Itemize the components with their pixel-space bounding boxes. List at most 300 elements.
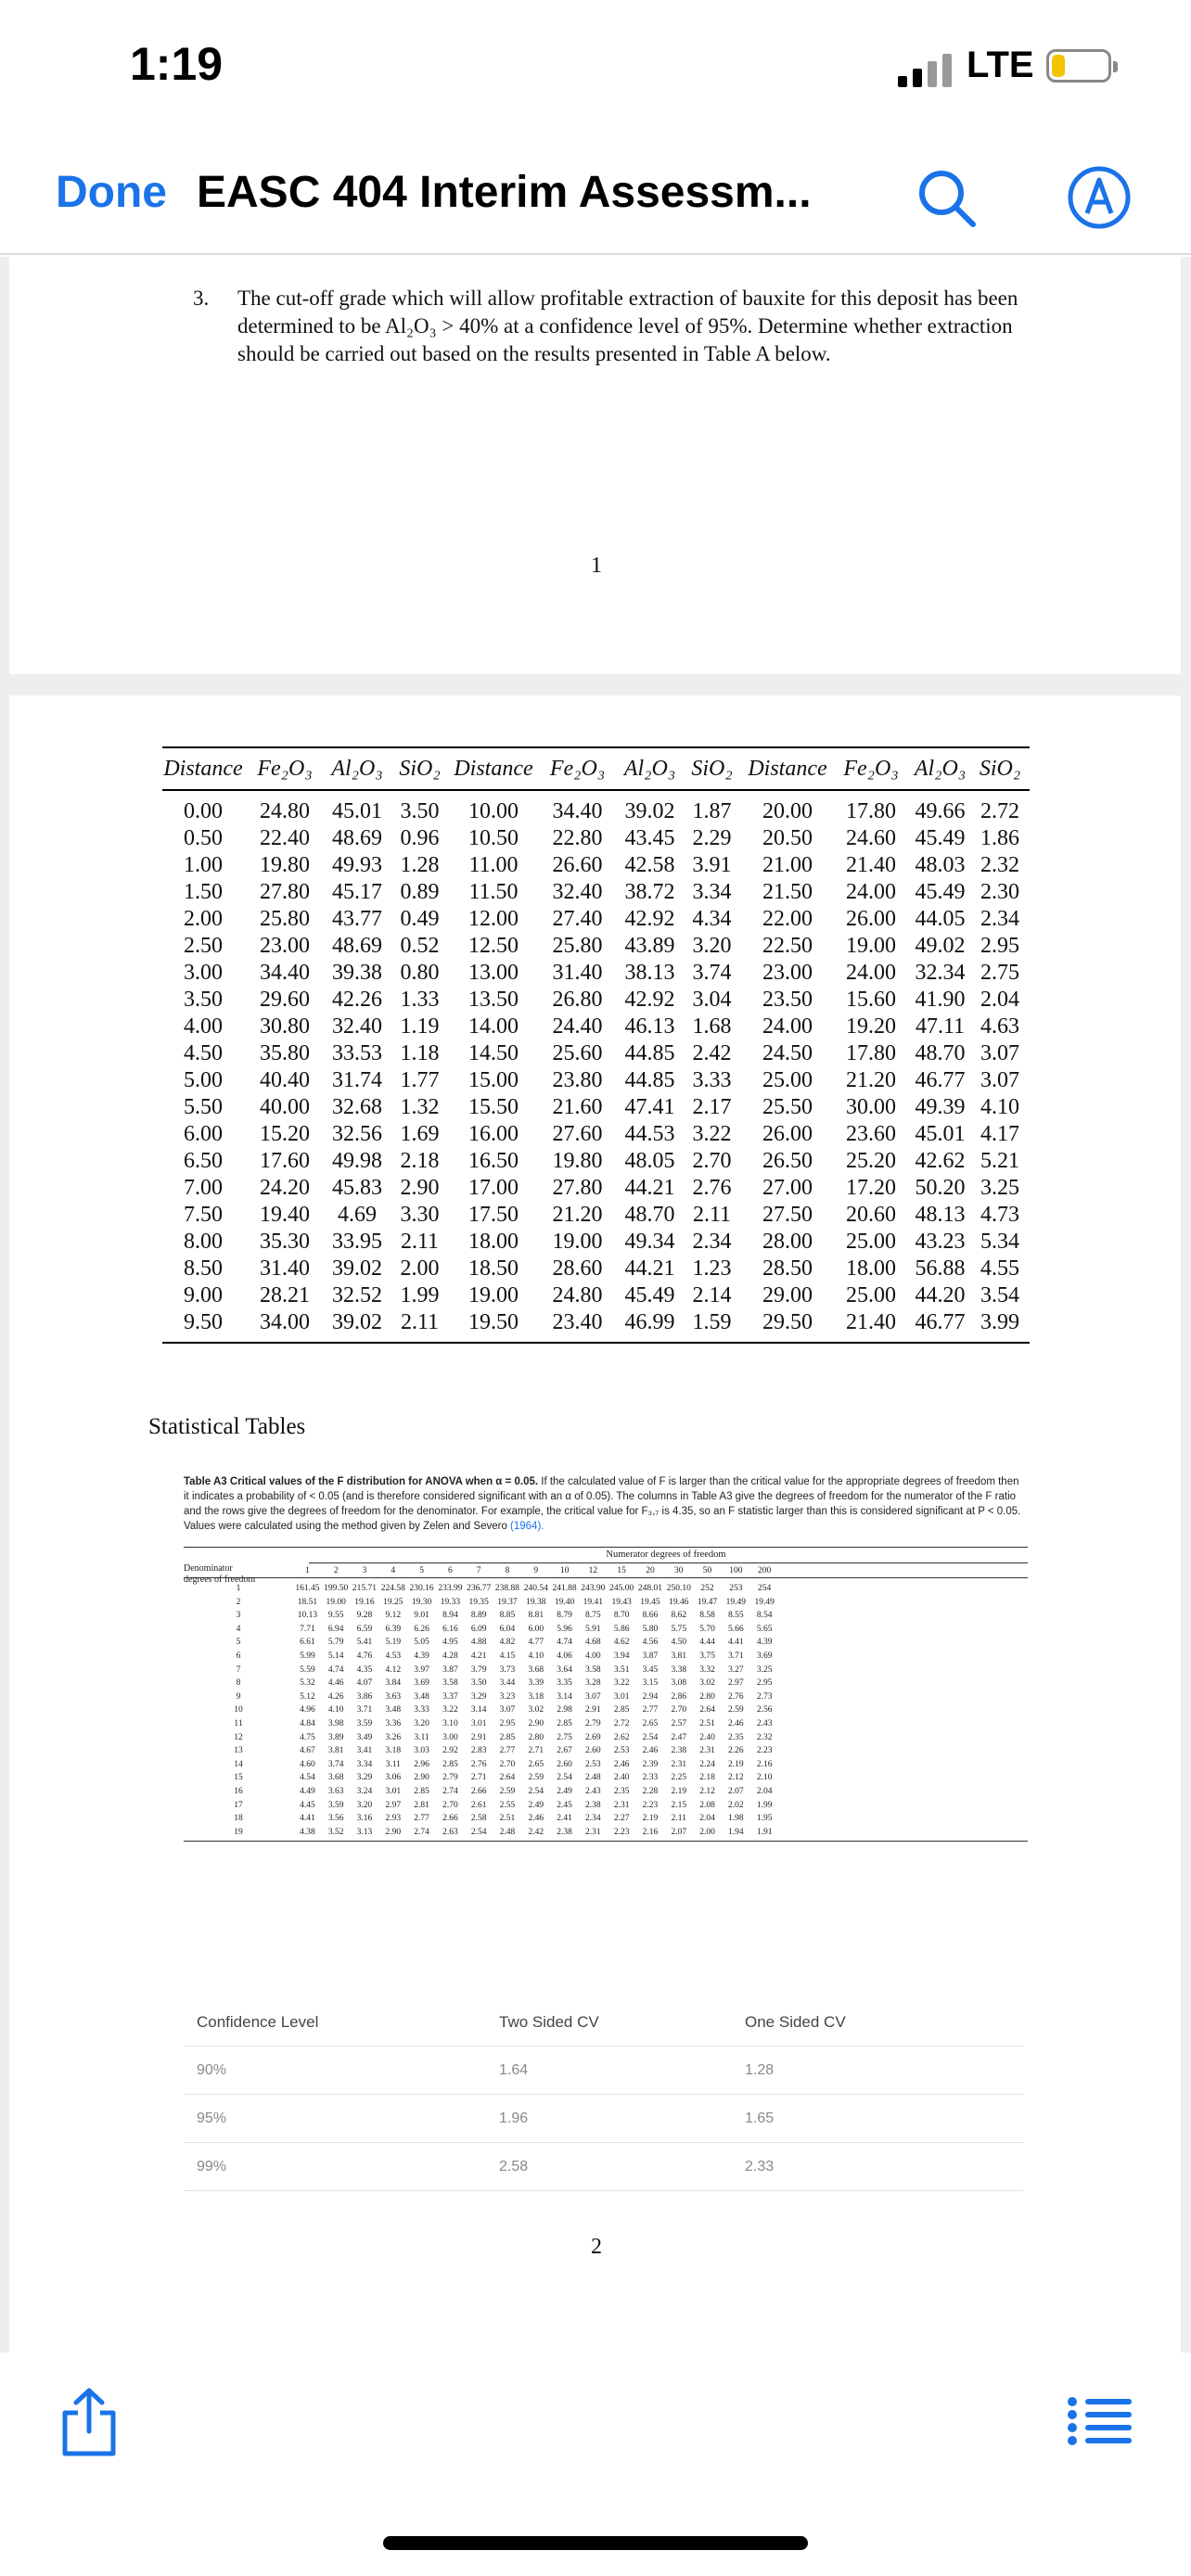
f-cell: 4.56 — [642, 1638, 659, 1648]
f-cell: 2.76 — [470, 1759, 487, 1769]
f-cell: 8.94 — [442, 1611, 458, 1621]
table-cell: 24.20 — [260, 1176, 310, 1200]
f-cell: 3.11 — [385, 1759, 401, 1769]
f-cell: 4.35 — [356, 1664, 373, 1675]
table-cell: 26.50 — [762, 1149, 813, 1173]
f-cell: 3.08 — [671, 1678, 687, 1689]
table-cell: 40.00 — [260, 1095, 310, 1119]
table-cell: 44.21 — [624, 1256, 675, 1281]
table-cell: 45.01 — [332, 799, 382, 823]
f-cell: 2.54 — [642, 1732, 659, 1742]
f-cell: 4.60 — [300, 1759, 315, 1769]
table-row — [162, 1175, 1030, 1202]
table-cell: 33.95 — [332, 1230, 382, 1254]
table-cell: 48.70 — [915, 1041, 966, 1065]
f-cell: 4.53 — [385, 1651, 402, 1661]
table-cell: 42.92 — [624, 988, 675, 1012]
f-cell: 2.16 — [642, 1827, 659, 1837]
f-cell: 6.59 — [356, 1624, 373, 1634]
f-cell: 3.64 — [557, 1664, 572, 1675]
f-cell: 2.85 — [442, 1759, 458, 1769]
f-column-header: 20 — [646, 1566, 655, 1575]
f-cell: 6.94 — [327, 1624, 344, 1634]
f-cell: 2.91 — [585, 1705, 601, 1715]
table-cell: 49.34 — [624, 1230, 675, 1254]
f-row-label: 17 — [234, 1800, 243, 1810]
table-cell: 19.00 — [468, 1283, 519, 1307]
f-cell: 3.84 — [385, 1678, 402, 1689]
f-cell: 2.72 — [613, 1718, 630, 1728]
table-cell: 24.80 — [552, 1283, 603, 1307]
citation-link[interactable]: (1964). — [510, 1521, 544, 1532]
f-cell: 3.71 — [728, 1651, 744, 1661]
table-cell: 11.00 — [468, 853, 519, 877]
f-cell: 5.75 — [671, 1624, 687, 1634]
f-cell: 3.73 — [499, 1664, 516, 1675]
f-table-row — [184, 1582, 1028, 1596]
f-cell: 4.38 — [300, 1827, 315, 1837]
f-cell: 2.94 — [642, 1691, 659, 1702]
table-cell: 15.20 — [260, 1122, 310, 1146]
table-cell: 1.68 — [692, 1014, 732, 1039]
table-cell: 42.26 — [332, 988, 382, 1012]
f-cell: 10.13 — [297, 1611, 318, 1621]
search-icon[interactable] — [914, 165, 979, 230]
f-cell: 4.45 — [300, 1800, 315, 1810]
table-a-header-cell: Al₂O₃ — [914, 756, 967, 781]
f-cell: 2.90 — [414, 1773, 429, 1783]
f-cell: 3.22 — [442, 1705, 458, 1715]
f-cell: 2.35 — [728, 1732, 744, 1742]
table-cell: 28.21 — [260, 1283, 310, 1307]
f-table-row — [184, 1826, 1028, 1840]
f-cell: 2.96 — [414, 1759, 429, 1769]
f-cell: 3.18 — [385, 1746, 402, 1756]
table-cell: 2.18 — [400, 1149, 440, 1173]
table-cell: 29.60 — [260, 988, 310, 1012]
list-icon[interactable] — [1067, 2396, 1132, 2448]
f-cell: 2.46 — [528, 1814, 544, 1824]
table-cell: 8.50 — [184, 1256, 223, 1281]
f-cell: 19.45 — [640, 1597, 660, 1607]
f-column-header: 10 — [559, 1566, 570, 1575]
f-table-row — [184, 1744, 1028, 1758]
f-cell: 8.85 — [499, 1611, 516, 1621]
f-cell: 6.61 — [300, 1638, 315, 1648]
table-cell: 0.96 — [400, 826, 440, 850]
f-cell: 236.77 — [467, 1584, 492, 1593]
f-cell: 4.46 — [327, 1678, 344, 1689]
table-cell: 4.10 — [980, 1095, 1019, 1119]
f-table-header — [184, 1563, 1028, 1585]
f-table-row — [184, 1717, 1028, 1731]
table-cell: 44.21 — [624, 1176, 675, 1200]
f-cell: 3.07 — [499, 1705, 516, 1715]
table-cell: 27.00 — [762, 1176, 813, 1200]
f-table-row — [184, 1771, 1028, 1785]
f-cell: 2.79 — [442, 1773, 458, 1783]
table-cell: 3.30 — [400, 1203, 440, 1227]
table-cell: 17.50 — [468, 1203, 519, 1227]
table-cell: 5.21 — [980, 1149, 1019, 1173]
f-cell: 3.98 — [327, 1718, 344, 1728]
f-cell: 2.07 — [671, 1827, 687, 1837]
table-cell: 2.11 — [400, 1230, 440, 1254]
table-cell: 43.23 — [915, 1230, 966, 1254]
f-column-header: 4 — [391, 1566, 396, 1575]
confidence-row — [184, 2143, 1023, 2191]
f-cell: 3.52 — [327, 1827, 344, 1837]
f-cell: 18.51 — [297, 1597, 318, 1607]
table-cell: 1.18 — [400, 1041, 440, 1065]
f-cell: 2.10 — [756, 1773, 773, 1783]
table-cell: 22.40 — [260, 826, 310, 850]
table-a-header-cell: Fe₂O₃ — [257, 756, 313, 781]
table-cell: 1.28 — [400, 853, 440, 877]
table-cell: 3.34 — [692, 880, 732, 904]
f-cell: 2.19 — [728, 1759, 744, 1769]
table-cell: 4.34 — [692, 907, 732, 931]
f-cell: 2.04 — [699, 1814, 715, 1824]
f-cell: 2.31 — [613, 1800, 630, 1810]
f-cell: 2.59 — [728, 1705, 744, 1715]
table-cell: 24.00 — [846, 880, 896, 904]
table-cell: 19.50 — [468, 1310, 519, 1334]
table-cell: 19.80 — [552, 1149, 603, 1173]
f-cell: 2.40 — [699, 1732, 715, 1742]
f-cell: 1.94 — [728, 1827, 744, 1837]
f-cell: 3.39 — [528, 1678, 544, 1689]
table-cell: 2.04 — [980, 988, 1019, 1012]
f-cell: 6.09 — [470, 1624, 487, 1634]
table-cell: 22.50 — [762, 934, 813, 958]
table-cell: 49.39 — [915, 1095, 966, 1119]
table-cell: 22.80 — [552, 826, 603, 850]
table-cell: 23.00 — [260, 934, 310, 958]
f-table-caption — [184, 1474, 1023, 1534]
confidence-row — [184, 2047, 1023, 2095]
table-cell: 24.80 — [260, 799, 310, 823]
f-cell: 19.47 — [697, 1597, 718, 1607]
f-cell: 19.38 — [526, 1597, 546, 1607]
f-cell: 5.99 — [300, 1651, 315, 1661]
f-cell: 4.06 — [557, 1651, 572, 1661]
f-cell: 3.79 — [470, 1664, 487, 1675]
f-cell: 2.48 — [499, 1827, 516, 1837]
f-row-label: 8 — [236, 1678, 241, 1689]
numerator-label: Numerator degrees of freedom — [606, 1549, 726, 1560]
confidence-cell: 2.58 — [499, 2158, 529, 2174]
f-cell: 3.10 — [442, 1718, 458, 1728]
table-cell: 28.50 — [762, 1256, 813, 1281]
table-cell: 56.88 — [915, 1256, 966, 1281]
f-cell: 2.26 — [728, 1746, 744, 1756]
document-title: EASC 404 Interim Assessm... — [197, 168, 812, 217]
f-cell: 3.03 — [414, 1746, 429, 1756]
f-cell: 2.46 — [728, 1718, 744, 1728]
f-cell: 8.66 — [642, 1611, 659, 1621]
f-cell: 8.62 — [671, 1611, 687, 1621]
table-cell: 16.00 — [468, 1122, 519, 1146]
f-cell: 4.54 — [300, 1773, 315, 1783]
f-cell: 2.80 — [528, 1732, 544, 1742]
f-cell: 19.37 — [497, 1597, 518, 1607]
f-cell: 2.95 — [499, 1718, 516, 1728]
statistical-tables-title: Statistical Tables — [148, 1414, 306, 1439]
table-cell: 45.83 — [332, 1176, 382, 1200]
table-cell: 39.02 — [332, 1310, 382, 1334]
f-cell: 248.01 — [637, 1584, 663, 1593]
f-cell: 3.25 — [756, 1664, 773, 1675]
f-cell: 19.46 — [669, 1597, 689, 1607]
f-cell: 19.49 — [725, 1597, 747, 1607]
table-cell: 2.14 — [692, 1283, 732, 1307]
f-cell: 2.69 — [585, 1732, 601, 1742]
f-cell: 2.77 — [414, 1814, 429, 1824]
f-cell: 2.53 — [585, 1759, 601, 1769]
table-cell: 2.75 — [980, 961, 1019, 985]
table-cell: 12.00 — [468, 907, 519, 931]
f-row-label: 10 — [234, 1705, 243, 1715]
f-table-row — [184, 1677, 1028, 1690]
table-cell: 25.60 — [552, 1041, 603, 1065]
f-cell: 2.66 — [442, 1814, 458, 1824]
f-table-row — [184, 1664, 1028, 1677]
f-cell: 240.54 — [523, 1584, 548, 1593]
table-a-header-cell: SiO₂ — [399, 756, 441, 781]
f-cell: 2.66 — [470, 1786, 487, 1796]
f-table-row — [184, 1636, 1028, 1650]
f-cell: 4.00 — [585, 1651, 601, 1661]
table-cell: 1.23 — [692, 1256, 732, 1281]
page-number-2: 2 — [591, 2235, 602, 2259]
f-cell: 9.01 — [414, 1611, 429, 1621]
table-cell: 48.69 — [332, 826, 382, 850]
f-cell: 2.54 — [557, 1773, 572, 1783]
f-column-header: 100 — [729, 1566, 743, 1575]
f-cell: 4.50 — [671, 1638, 687, 1648]
f-cell: 3.36 — [385, 1718, 402, 1728]
table-a-header-cell: Fe₂O₃ — [549, 756, 606, 781]
confidence-cell: 90% — [197, 2061, 227, 2078]
f-cell: 4.76 — [356, 1651, 373, 1661]
f-cell: 2.24 — [699, 1759, 715, 1769]
f-column-header: 5 — [419, 1566, 424, 1575]
f-cell: 8.89 — [470, 1611, 487, 1621]
table-cell: 1.32 — [400, 1095, 440, 1119]
table-a-header — [162, 748, 1030, 791]
f-cell: 230.16 — [409, 1584, 434, 1593]
f-row-label: 16 — [234, 1786, 243, 1796]
table-cell: 22.00 — [762, 907, 813, 931]
f-cell: 3.58 — [585, 1664, 601, 1675]
f-cell: 2.77 — [499, 1746, 516, 1756]
table-cell: 4.17 — [980, 1122, 1019, 1146]
table-cell: 2.32 — [980, 853, 1019, 877]
f-cell: 4.68 — [585, 1638, 601, 1648]
f-cell: 3.28 — [585, 1678, 601, 1689]
table-cell: 33.53 — [332, 1041, 382, 1065]
f-row-label: 1 — [236, 1584, 241, 1593]
f-cell: 2.53 — [613, 1746, 630, 1756]
caption-title: Table A3 Critical values of the F distribution for ANOVA when α = 0.05. — [184, 1476, 539, 1487]
table-cell: 4.50 — [184, 1041, 223, 1065]
f-table-row — [184, 1785, 1028, 1799]
table-row — [162, 852, 1030, 879]
f-cell: 3.45 — [642, 1664, 659, 1675]
f-cell: 2.74 — [414, 1827, 429, 1837]
table-cell: 14.50 — [468, 1041, 519, 1065]
table-row — [162, 1067, 1030, 1094]
question-3 — [193, 285, 1056, 368]
f-cell: 199.50 — [324, 1584, 349, 1593]
f-cell: 2.55 — [499, 1800, 516, 1810]
f-cell: 4.10 — [327, 1705, 344, 1715]
f-cell: 2.85 — [613, 1705, 630, 1715]
table-cell: 48.13 — [915, 1203, 966, 1227]
table-cell: 5.50 — [184, 1095, 223, 1119]
table-cell: 4.69 — [338, 1203, 377, 1227]
table-a-header-cell: Distance — [454, 756, 533, 781]
f-cell: 3.81 — [671, 1651, 687, 1661]
done-button[interactable]: Done — [56, 168, 167, 217]
f-cell: 4.12 — [385, 1664, 402, 1675]
table-cell: 10.00 — [468, 799, 519, 823]
f-cell: 2.27 — [613, 1814, 630, 1824]
table-cell: 2.11 — [692, 1203, 732, 1227]
f-cell: 2.59 — [528, 1773, 544, 1783]
f-cell: 6.26 — [414, 1624, 429, 1634]
table-a-header-cell: Al₂O₃ — [623, 756, 676, 781]
f-cell: 2.35 — [613, 1786, 630, 1796]
f-cell: 2.38 — [585, 1800, 601, 1810]
f-column-header: 50 — [702, 1566, 712, 1575]
f-cell: 2.54 — [470, 1827, 487, 1837]
table-cell: 2.90 — [400, 1176, 440, 1200]
table-row — [162, 906, 1030, 933]
f-cell: 2.45 — [557, 1800, 572, 1810]
table-cell: 7.50 — [184, 1203, 223, 1227]
f-cell: 5.65 — [756, 1624, 773, 1634]
table-cell: 5.34 — [980, 1230, 1019, 1254]
f-cell: 2.97 — [385, 1800, 402, 1810]
table-cell: 28.60 — [552, 1256, 603, 1281]
f-distribution-table — [184, 1547, 1028, 1842]
f-column-header: 3 — [362, 1566, 367, 1575]
table-cell: 25.20 — [846, 1149, 896, 1173]
f-cell: 3.02 — [699, 1678, 715, 1689]
f-cell: 2.28 — [642, 1786, 659, 1796]
f-column-header: 12 — [588, 1566, 598, 1575]
share-icon[interactable] — [56, 2385, 122, 2459]
document-page-1 — [9, 257, 1181, 674]
table-cell: 38.72 — [624, 880, 675, 904]
table-cell: 45.49 — [915, 880, 966, 904]
table-cell: 10.50 — [468, 826, 519, 850]
confidence-cell: 1.64 — [499, 2061, 529, 2078]
f-cell: 9.12 — [385, 1611, 402, 1621]
table-cell: 0.52 — [400, 934, 440, 958]
f-cell: 2.56 — [756, 1705, 773, 1715]
f-cell: 2.51 — [699, 1718, 715, 1728]
f-column-header: 7 — [476, 1566, 481, 1575]
table-cell: 13.00 — [468, 961, 519, 985]
home-indicator[interactable] — [383, 2536, 808, 2550]
status-time: 1:19 — [130, 38, 224, 90]
table-cell: 39.38 — [332, 961, 382, 985]
f-cell: 3.00 — [442, 1732, 458, 1742]
f-cell: 4.15 — [499, 1651, 516, 1661]
f-column-header: 6 — [448, 1566, 453, 1575]
f-cell: 3.35 — [557, 1678, 572, 1689]
f-cell: 3.29 — [356, 1773, 373, 1783]
f-cell: 5.32 — [300, 1678, 315, 1689]
f-cell: 19.30 — [411, 1597, 432, 1607]
confidence-cell: 1.96 — [499, 2110, 529, 2126]
table-cell: 23.40 — [552, 1310, 603, 1334]
confidence-cell: 99% — [197, 2158, 227, 2174]
table-cell: 29.00 — [762, 1283, 813, 1307]
f-cell: 4.67 — [300, 1746, 315, 1756]
f-row-label: 9 — [236, 1691, 241, 1702]
f-cell: 4.26 — [327, 1691, 344, 1702]
table-cell: 48.70 — [624, 1203, 675, 1227]
f-cell: 2.47 — [671, 1732, 687, 1742]
table-a-header-cell: Fe₂O₃ — [843, 756, 899, 781]
table-cell: 26.80 — [552, 988, 603, 1012]
table-cell: 13.50 — [468, 988, 519, 1012]
f-cell: 3.48 — [414, 1691, 429, 1702]
f-cell: 3.89 — [327, 1732, 344, 1742]
table-cell: 6.00 — [184, 1122, 223, 1146]
f-cell: 3.87 — [642, 1651, 659, 1661]
table-cell: 3.04 — [692, 988, 732, 1012]
f-cell: 1.91 — [756, 1827, 773, 1837]
f-cell: 2.16 — [756, 1759, 773, 1769]
question-text: The cut-off grade which will allow profitable extraction of bauxite for this deposit has been determined to be Al₂O₃ > 40% at a confidence level of 95%. Determine whether extraction should be carried out based on the results presented in Table A below. — [237, 287, 1018, 365]
f-cell: 3.22 — [613, 1678, 630, 1689]
table-cell: 24.00 — [762, 1014, 813, 1039]
table-cell: 44.05 — [915, 907, 966, 931]
table-cell: 2.34 — [980, 907, 1019, 931]
f-cell: 3.94 — [613, 1651, 630, 1661]
f-cell: 2.42 — [528, 1827, 544, 1837]
table-cell: 1.69 — [400, 1122, 440, 1146]
table-cell: 34.00 — [260, 1310, 310, 1334]
markup-pen-icon[interactable] — [1067, 165, 1132, 230]
f-cell: 2.31 — [699, 1746, 715, 1756]
table-cell: 30.80 — [260, 1014, 310, 1039]
f-cell: 7.71 — [300, 1624, 315, 1634]
f-cell: 3.87 — [442, 1664, 458, 1675]
f-cell: 2.70 — [499, 1759, 516, 1769]
f-cell: 233.99 — [438, 1584, 463, 1593]
f-cell: 3.26 — [385, 1732, 402, 1742]
f-column-header: 9 — [533, 1566, 539, 1575]
table-cell: 2.00 — [400, 1256, 440, 1281]
f-cell: 4.74 — [557, 1638, 572, 1648]
f-cell: 3.44 — [499, 1678, 516, 1689]
table-cell: 21.00 — [762, 853, 813, 877]
table-row — [162, 1148, 1030, 1175]
f-row-label: 12 — [234, 1732, 243, 1742]
table-cell: 2.11 — [400, 1310, 440, 1334]
f-row-label: 14 — [234, 1759, 243, 1769]
table-cell: 2.17 — [692, 1095, 732, 1119]
f-cell: 2.60 — [585, 1746, 601, 1756]
table-cell: 42.92 — [624, 907, 675, 931]
f-cell: 2.43 — [585, 1786, 601, 1796]
